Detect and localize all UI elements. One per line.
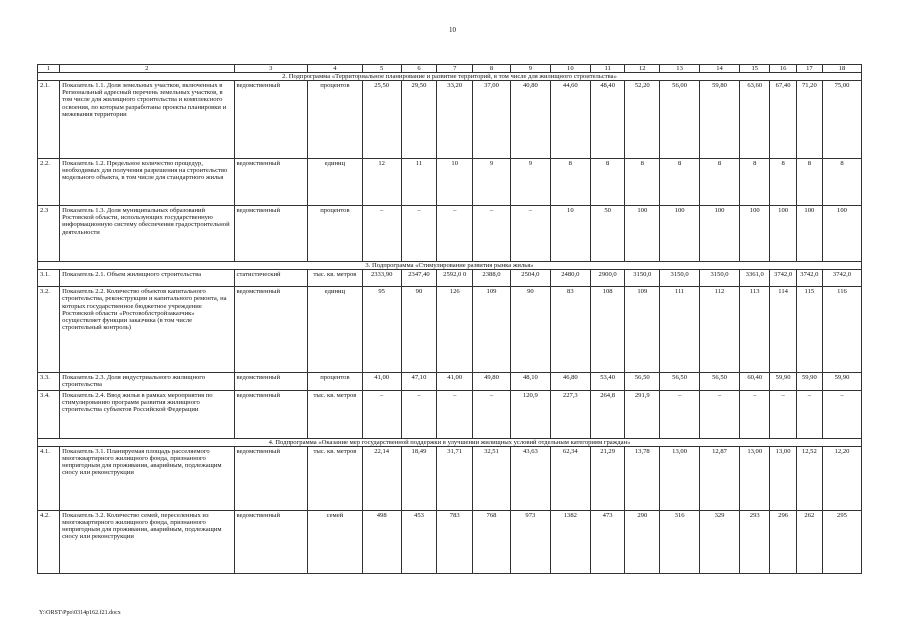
indicator-type: ведомственный [234,510,308,573]
indicator-value: 100 [660,206,700,262]
indicator-value: 329 [700,510,740,573]
indicator-value: 3150,0 [700,270,740,287]
indicator-value: 32,51 [473,446,511,510]
indicator-row [38,510,862,573]
indicator-value: 83 [550,287,590,373]
indicator-value: 53,40 [590,373,625,390]
indicator-value: 29,50 [401,81,437,159]
indicator-value: 12 [362,159,401,206]
column-number-header: 14 [700,65,740,73]
indicator-value: 46,80 [550,373,590,390]
indicator-value: 291,9 [625,390,660,438]
indicator-value: 2504,0 [510,270,550,287]
indicator-value: 3361,0 [740,270,770,287]
indicator-row [38,159,862,206]
indicator-value: 25,50 [362,81,401,159]
indicator-unit: единиц [308,159,363,206]
indicator-value: 1382 [550,510,590,573]
indicator-value: – [473,206,511,262]
indicator-value: 8 [823,159,862,206]
indicator-value: 262 [796,510,822,573]
indicator-value: 2388,0 [473,270,511,287]
indicator-value: 13,00 [740,446,770,510]
indicator-value: 52,20 [625,81,660,159]
column-number-header: 5 [362,65,401,73]
indicator-value: – [823,390,862,438]
column-number-header: 16 [770,65,796,73]
indicator-value: 100 [823,206,862,262]
row-number: 3.2. [38,287,60,373]
indicator-value: 62,34 [550,446,590,510]
indicator-value: 2347,40 [401,270,437,287]
indicator-value: 13,78 [625,446,660,510]
indicator-value: 783 [437,510,473,573]
indicator-unit: тыс. кв. метров [308,390,363,438]
indicator-name: Показатель 3.2. Количество семей, переселенных из многоквартирного жилищного фонда, признанного непригодным для проживания, аварийным, подлежащим сносу или реконструкции [60,510,234,573]
file-path-footer: Y:\ORST\Ppo\0314p162.f21.docx [39,610,121,616]
indicator-value: 22,14 [362,446,401,510]
row-number: 2.3 [38,206,60,262]
column-number-header: 8 [473,65,511,73]
column-number-header: 17 [796,65,822,73]
column-number-header: 3 [234,65,308,73]
indicator-value: 100 [770,206,796,262]
column-number-header: 10 [550,65,590,73]
indicator-value: 21,29 [590,446,625,510]
indicator-value: 63,60 [740,81,770,159]
indicator-value: 2333,90 [362,270,401,287]
indicator-type: ведомственный [234,206,308,262]
indicator-value: 290 [625,510,660,573]
indicator-value: 100 [625,206,660,262]
indicator-value: 112 [700,287,740,373]
indicator-value: 48,10 [510,373,550,390]
indicator-value: 108 [590,287,625,373]
indicator-name: Показатель 1.3. Доля муниципальных образований Ростовской области, использующих государственную информационную систему обеспечения градостроительной деятельности [60,206,234,262]
column-number-header: 18 [823,65,862,73]
indicator-value: 111 [660,287,700,373]
indicator-value: 116 [823,287,862,373]
row-number: 2.1. [38,81,60,159]
indicator-value: 90 [401,287,437,373]
indicator-value: 11 [401,159,437,206]
indicator-value: 100 [796,206,822,262]
indicator-name: Показатель 3.1. Планируемая площадь расселяемого многоквартирного жилищного фонда, признанного непригодным для проживания, аварийным, подлежащим сносу или реконструкции [60,446,234,510]
indicator-value: 50 [590,206,625,262]
indicator-value: 316 [660,510,700,573]
indicator-value: 8 [660,159,700,206]
indicator-value: 41,00 [437,373,473,390]
indicator-value: 60,40 [740,373,770,390]
indicator-unit: тыс. кв. метров [308,446,363,510]
indicator-value: – [770,390,796,438]
indicators-table [37,64,862,574]
indicator-type: ведомственный [234,81,308,159]
indicator-value: 56,50 [700,373,740,390]
indicator-row [38,373,862,390]
indicator-value: 114 [770,287,796,373]
indicator-value: – [510,206,550,262]
indicator-value: 10 [437,159,473,206]
indicator-value: 59,90 [796,373,822,390]
column-number-header: 9 [510,65,550,73]
indicator-value: 227,3 [550,390,590,438]
indicator-value: 37,00 [473,81,511,159]
indicator-value: – [401,206,437,262]
indicator-value: 8 [700,159,740,206]
indicator-unit: процентов [308,206,363,262]
subprogram-header-row [38,73,862,81]
indicator-unit: семей [308,510,363,573]
indicator-value: – [362,390,401,438]
indicator-value: 75,00 [823,81,862,159]
indicator-value: 3742,0 [796,270,822,287]
indicator-value: 33,20 [437,81,473,159]
indicator-value: 293 [740,510,770,573]
indicator-value: 9 [510,159,550,206]
indicator-value: 126 [437,287,473,373]
indicator-value: 2592,0 0 [437,270,473,287]
indicator-row [38,287,862,373]
column-number-header: 15 [740,65,770,73]
indicator-value: 47,10 [401,373,437,390]
indicator-value: 56,00 [660,81,700,159]
indicator-unit: процентов [308,373,363,390]
column-number-header: 2 [60,65,234,73]
indicator-value: 473 [590,510,625,573]
indicator-value: 56,50 [660,373,700,390]
subprogram-header-row [38,438,862,446]
column-number-header: 1 [38,65,60,73]
indicator-value: – [473,390,511,438]
indicator-value: 2900,0 [590,270,625,287]
page-number: 10 [449,26,456,34]
column-number-header: 4 [308,65,363,73]
indicator-value: 40,80 [510,81,550,159]
indicator-value: 296 [770,510,796,573]
indicator-value: 498 [362,510,401,573]
indicator-unit: тыс. кв. метров [308,270,363,287]
indicator-name: Показатель 2.3. Доля индустриального жилищного строительства [60,373,234,390]
indicator-value: 113 [740,287,770,373]
row-number: 4.1. [38,446,60,510]
indicator-value: – [401,390,437,438]
indicator-name: Показатель 1.2. Предельное количество процедур, необходимых для получения разрешения на строительство модельного объекта, в том числе для стандартного жилья [60,159,234,206]
indicator-unit: процентов [308,81,363,159]
indicator-value: – [437,206,473,262]
indicator-value: 9 [473,159,511,206]
indicator-value: 12,87 [700,446,740,510]
indicator-name: Показатель 2.4. Ввод жилья в рамках мероприятия по стимулированию программ развития жилищного строительства субъектов Российской Федерации [60,390,234,438]
indicator-value: 115 [796,287,822,373]
subprogram-header-row [38,262,862,270]
indicator-value: 100 [740,206,770,262]
column-number-row [38,65,862,73]
indicator-value: 12,52 [796,446,822,510]
indicator-type: статистический [234,270,308,287]
indicator-row [38,390,862,438]
indicator-value: 8 [740,159,770,206]
indicator-value: 264,8 [590,390,625,438]
indicator-value: 109 [473,287,511,373]
indicator-value: 56,50 [625,373,660,390]
indicator-value: 18,49 [401,446,437,510]
indicator-value: 59,90 [823,373,862,390]
indicator-type: ведомственный [234,446,308,510]
indicator-value: 8 [770,159,796,206]
indicator-value: 10 [550,206,590,262]
indicator-value: 13,00 [770,446,796,510]
indicator-value: 768 [473,510,511,573]
indicator-value: 48,40 [590,81,625,159]
indicator-value: 41,00 [362,373,401,390]
indicator-value: 8 [590,159,625,206]
row-number: 3.1. [38,270,60,287]
row-number: 3.3. [38,373,60,390]
indicator-value: 3150,0 [660,270,700,287]
column-number-header: 13 [660,65,700,73]
indicator-value: 3742,0 [770,270,796,287]
indicator-value: 90 [510,287,550,373]
indicator-row [38,81,862,159]
indicator-value: – [740,390,770,438]
indicator-value: 8 [796,159,822,206]
indicator-name: Показатель 2.1. Объем жилищного строительства [60,270,234,287]
subprogram-title: 3. Подпрограмма «Стимулирование развития рынка жилья» [38,262,862,270]
indicator-value: 295 [823,510,862,573]
indicator-value: 59,80 [700,81,740,159]
indicator-row [38,206,862,262]
indicator-value: – [362,206,401,262]
indicator-type: ведомственный [234,373,308,390]
indicator-row [38,270,862,287]
column-number-header: 6 [401,65,437,73]
indicator-type: ведомственный [234,287,308,373]
indicator-value: – [796,390,822,438]
indicator-value: 59,90 [770,373,796,390]
indicator-value: 95 [362,287,401,373]
indicator-value: 100 [700,206,740,262]
indicator-value: 13,00 [660,446,700,510]
column-number-header: 11 [590,65,625,73]
indicator-value: 43,63 [510,446,550,510]
indicator-value: – [660,390,700,438]
indicator-value: 67,40 [770,81,796,159]
row-number: 4.2. [38,510,60,573]
indicator-value: 109 [625,287,660,373]
indicator-type: ведомственный [234,390,308,438]
indicator-value: – [437,390,473,438]
column-number-header: 7 [437,65,473,73]
row-number: 3.4. [38,390,60,438]
indicator-value: 8 [550,159,590,206]
indicator-value: 49,80 [473,373,511,390]
indicator-value: – [700,390,740,438]
indicator-value: 44,60 [550,81,590,159]
indicator-value: 3742,0 [823,270,862,287]
subprogram-title: 4. Подпрограмма «Оказание мер государственной поддержки в улучшении жилищных условий отдельным категориям граждан» [38,438,862,446]
indicator-value: 12,20 [823,446,862,510]
indicator-value: 120,9 [510,390,550,438]
column-number-header: 12 [625,65,660,73]
indicator-unit: единиц [308,287,363,373]
indicator-value: 973 [510,510,550,573]
indicator-value: 8 [625,159,660,206]
indicator-value: 71,20 [796,81,822,159]
indicator-value: 453 [401,510,437,573]
indicator-value: 3150,0 [625,270,660,287]
indicator-value: 2480,0 [550,270,590,287]
subprogram-title: 2. Подпрограмма «Территориальное планирование и развитие территорий, в том числе для жилищного строительства» [38,73,862,81]
indicator-value: 31,71 [437,446,473,510]
indicator-name: Показатель 1.1. Доля земельных участков, включенных в Региональный адресный перечень земельных участков, в том числе для жилищного строительства и комплексного освоения, по которым разработаны проекты планировки и межевания территории [60,81,234,159]
indicator-type: ведомственный [234,159,308,206]
indicator-row [38,446,862,510]
row-number: 2.2. [38,159,60,206]
indicator-name: Показатель 2.2. Количество объектов капитального строительства, реконструкции и капитального ремонта, на которых государственное бюджетное учреждение Ростовской области «Ростовоблстройзаказчик» осуществляет функции заказчика (в том числе строительный контроль) [60,287,234,373]
